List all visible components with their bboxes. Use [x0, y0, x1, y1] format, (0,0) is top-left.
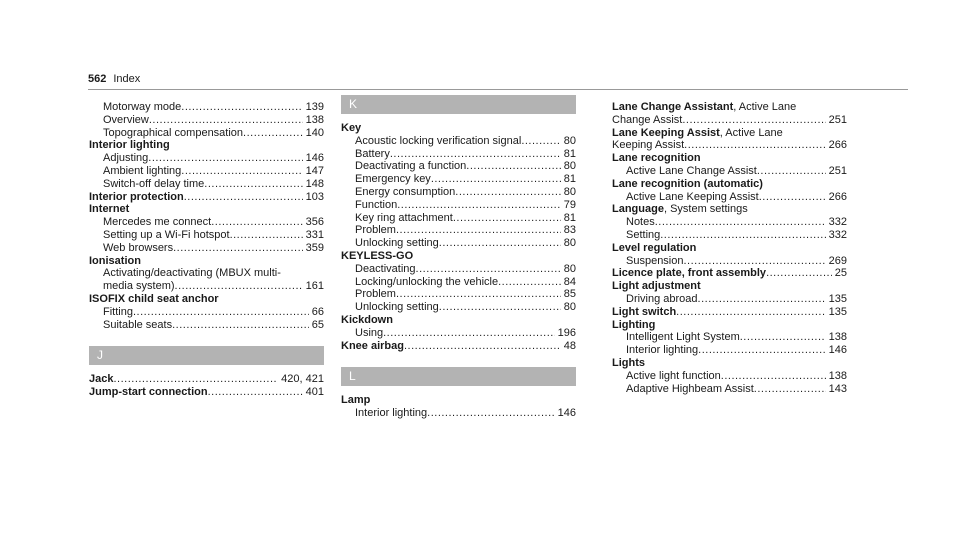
index-entry: Web browsers ..... 359	[89, 242, 324, 255]
index-entry: Deactivating a function ..... 80	[341, 160, 576, 173]
index-entry: media system) ..... 161	[89, 280, 324, 293]
index-heading: Kickdown	[341, 313, 393, 326]
index-heading: Jump-start connection ..... 401	[89, 386, 324, 399]
index-entry: Interior lighting ..... 146	[612, 344, 847, 357]
index-heading: Light adjustment	[612, 280, 701, 293]
index-heading: Internet	[89, 203, 130, 216]
index-entry: Intelligent Light System ..... 138	[612, 331, 847, 344]
index-column-2	[341, 95, 576, 420]
index-heading: Level regulation	[612, 241, 697, 254]
index-entry: Interior lighting ..... 146	[341, 407, 576, 420]
index-heading: Jack ..... 420, 421	[89, 373, 324, 386]
index-entry: Battery ..... 81	[341, 148, 576, 161]
header-rule	[88, 89, 908, 90]
index-column-3	[612, 101, 847, 395]
index-heading: Lane Keeping Assist , Active Lane	[612, 126, 783, 139]
index-entry: Suspension ..... 269	[612, 255, 847, 268]
index-heading: Lighting	[612, 318, 656, 331]
letter-section-j: J	[89, 346, 324, 365]
index-entry: Problem ..... 83	[341, 224, 576, 237]
index-heading: Interior lighting	[89, 139, 170, 152]
index-heading: Interior protection ..... 103	[89, 191, 324, 204]
index-heading: Lane Change Assistant , Active Lane	[612, 101, 797, 113]
index-heading: Lamp	[341, 394, 371, 407]
index-entry: Activating/deactivating (MBUX multi-	[103, 267, 281, 280]
index-heading: Lane recognition	[612, 152, 701, 165]
index-entry: Unlocking setting ..... 80	[341, 237, 576, 250]
index-entry: Suitable seats ..... 65	[89, 319, 324, 332]
index-entry: Topographical compensation ..... 140	[89, 127, 324, 140]
index-entry: Notes ..... 332	[612, 216, 847, 229]
index-heading: Knee airbag ..... 48	[341, 340, 576, 353]
index-entry: Fitting ..... 66	[89, 306, 324, 319]
index-heading: Light switch ..... 135	[612, 306, 847, 319]
index-entry: Ambient lighting ..... 147	[89, 165, 324, 178]
page-header	[88, 73, 140, 85]
index-heading: Language , System settings	[612, 203, 748, 216]
index-entry: Problem ..... 85	[341, 288, 576, 301]
index-heading: Lights	[612, 356, 645, 369]
index-entry: Mercedes me connect ..... 356	[89, 216, 324, 229]
index-entry: Deactivating ..... 80	[341, 263, 576, 276]
index-heading: Key	[341, 122, 362, 134]
index-entry: Active Lane Change Assist ..... 251	[612, 165, 847, 178]
index-entry: Adaptive Highbeam Assist ..... 143	[612, 383, 847, 396]
index-entry: Function ..... 79	[341, 199, 576, 212]
index-heading: Licence plate, front assembly ..... 25	[612, 267, 847, 280]
index-entry: Active Lane Keeping Assist ..... 266	[612, 191, 847, 204]
index-entry: Setting up a Wi-Fi hotspot ..... 331	[89, 229, 324, 242]
index-heading: Lane recognition (automatic)	[612, 177, 763, 190]
index-entry: Active light function ..... 138	[612, 370, 847, 383]
index-entry: Locking/unlocking the vehicle ..... 84	[341, 276, 576, 289]
index-entry: Overview ..... 138	[89, 114, 324, 127]
index-entry: Setting ..... 332	[612, 229, 847, 242]
index-entry: Adjusting ..... 146	[89, 152, 324, 165]
index-column-1	[89, 101, 324, 399]
page-number: 562	[88, 73, 107, 85]
index-entry: Change Assist ..... 251	[612, 114, 847, 127]
index-entry: Energy consumption ..... 80	[341, 186, 576, 199]
index-entry: Emergency key ..... 81	[341, 173, 576, 186]
index-entry: Keeping Assist ..... 266	[612, 139, 847, 152]
index-entry: Unlocking setting ..... 80	[341, 301, 576, 314]
index-entry: Motorway mode ..... 139	[89, 101, 324, 114]
letter-section-k: K	[341, 95, 576, 114]
index-entry: Switch-off delay time ..... 148	[89, 178, 324, 191]
index-entry: Acoustic locking verification signal ..... 80	[341, 135, 576, 148]
index-heading: KEYLESS-GO	[341, 249, 414, 262]
index-heading: ISOFIX child seat anchor	[89, 292, 219, 305]
index-entry: Using ..... 196	[341, 327, 576, 340]
index-heading: Ionisation	[89, 254, 141, 267]
letter-section-l: L	[341, 367, 576, 386]
index-entry: Key ring attachment ..... 81	[341, 212, 576, 225]
index-entry: Driving abroad ..... 135	[612, 293, 847, 306]
page-header-title: Index	[113, 73, 141, 85]
